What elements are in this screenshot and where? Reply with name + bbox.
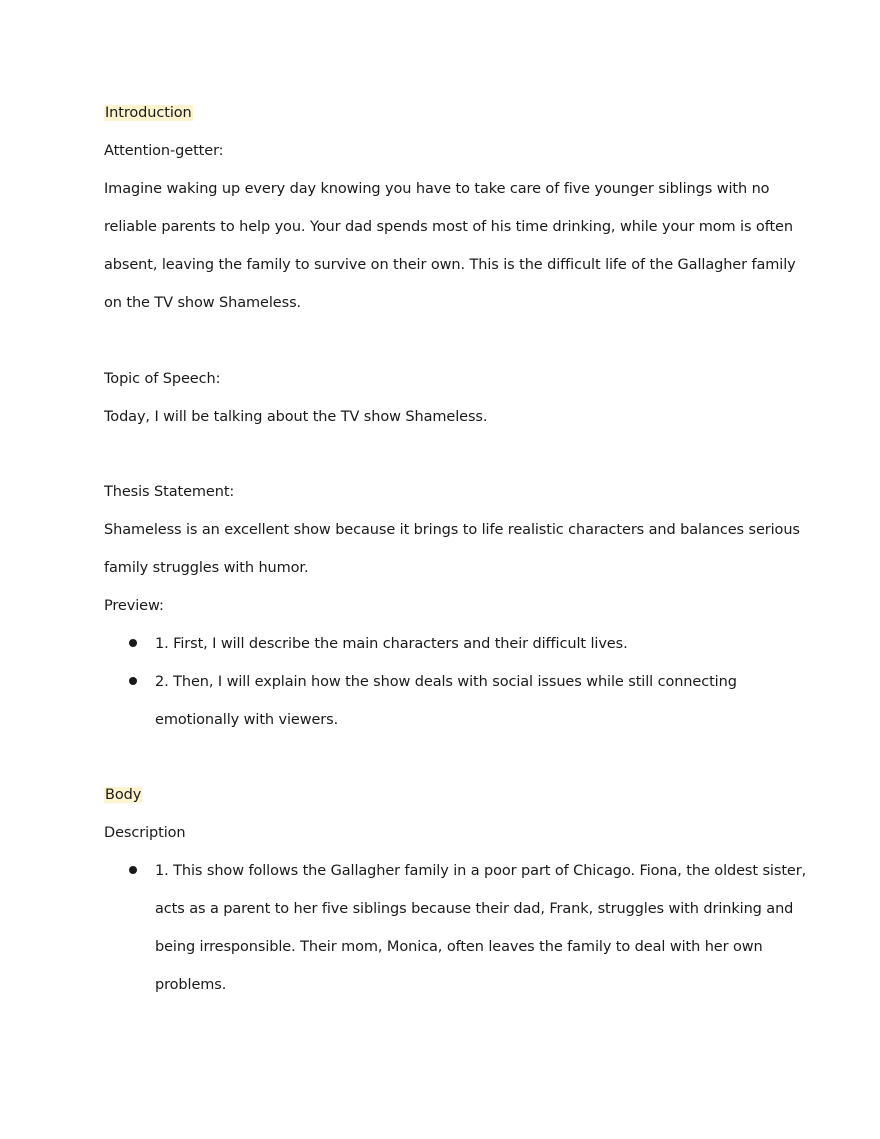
preview-item-line: 2. Then, I will explain how the show deals with social issues while still connecting bbox=[155, 674, 737, 690]
attention-getter-line: on the TV show Shameless. bbox=[104, 295, 302, 311]
bullet-icon bbox=[129, 866, 137, 874]
attention-getter-line: Imagine waking up every day knowing you have to take care of five younger siblings with no bbox=[104, 181, 770, 197]
body-heading-text: Body bbox=[105, 787, 142, 803]
description-item-line: 1. This show follows the Gallagher family in a poor part of Chicago. Fiona, the oldest sister, bbox=[155, 863, 807, 879]
thesis-line: Shameless is an excellent show because it brings to life realistic characters and balances serious bbox=[104, 522, 800, 538]
introduction-heading-text: Introduction bbox=[105, 105, 192, 121]
bullet-icon bbox=[129, 677, 137, 685]
preview-label: Preview: bbox=[104, 598, 164, 614]
preview-item-line: 1. First, I will describe the main characters and their difficult lives. bbox=[155, 636, 628, 652]
preview-item-line: emotionally with viewers. bbox=[155, 712, 339, 728]
topic-text: Today, I will be talking about the TV show Shameless. bbox=[104, 409, 488, 425]
description-item-line: acts as a parent to her five siblings because their dad, Frank, struggles with drinking and bbox=[155, 901, 794, 917]
body-heading bbox=[104, 785, 142, 805]
thesis-line: family struggles with humor. bbox=[104, 560, 309, 576]
description-label: Description bbox=[104, 825, 186, 841]
topic-label: Topic of Speech: bbox=[104, 371, 221, 387]
description-item-line: problems. bbox=[155, 977, 227, 993]
attention-getter-line: absent, leaving the family to survive on their own. This is the difficult life of the Gallagher family bbox=[104, 257, 796, 273]
introduction-heading bbox=[104, 103, 193, 123]
thesis-label: Thesis Statement: bbox=[104, 484, 235, 500]
attention-getter-label: Attention-getter: bbox=[104, 143, 224, 159]
bullet-icon bbox=[129, 639, 137, 647]
attention-getter-line: reliable parents to help you. Your dad spends most of his time drinking, while your mom is often bbox=[104, 219, 793, 235]
description-item-line: being irresponsible. Their mom, Monica, often leaves the family to deal with her own bbox=[155, 939, 763, 955]
